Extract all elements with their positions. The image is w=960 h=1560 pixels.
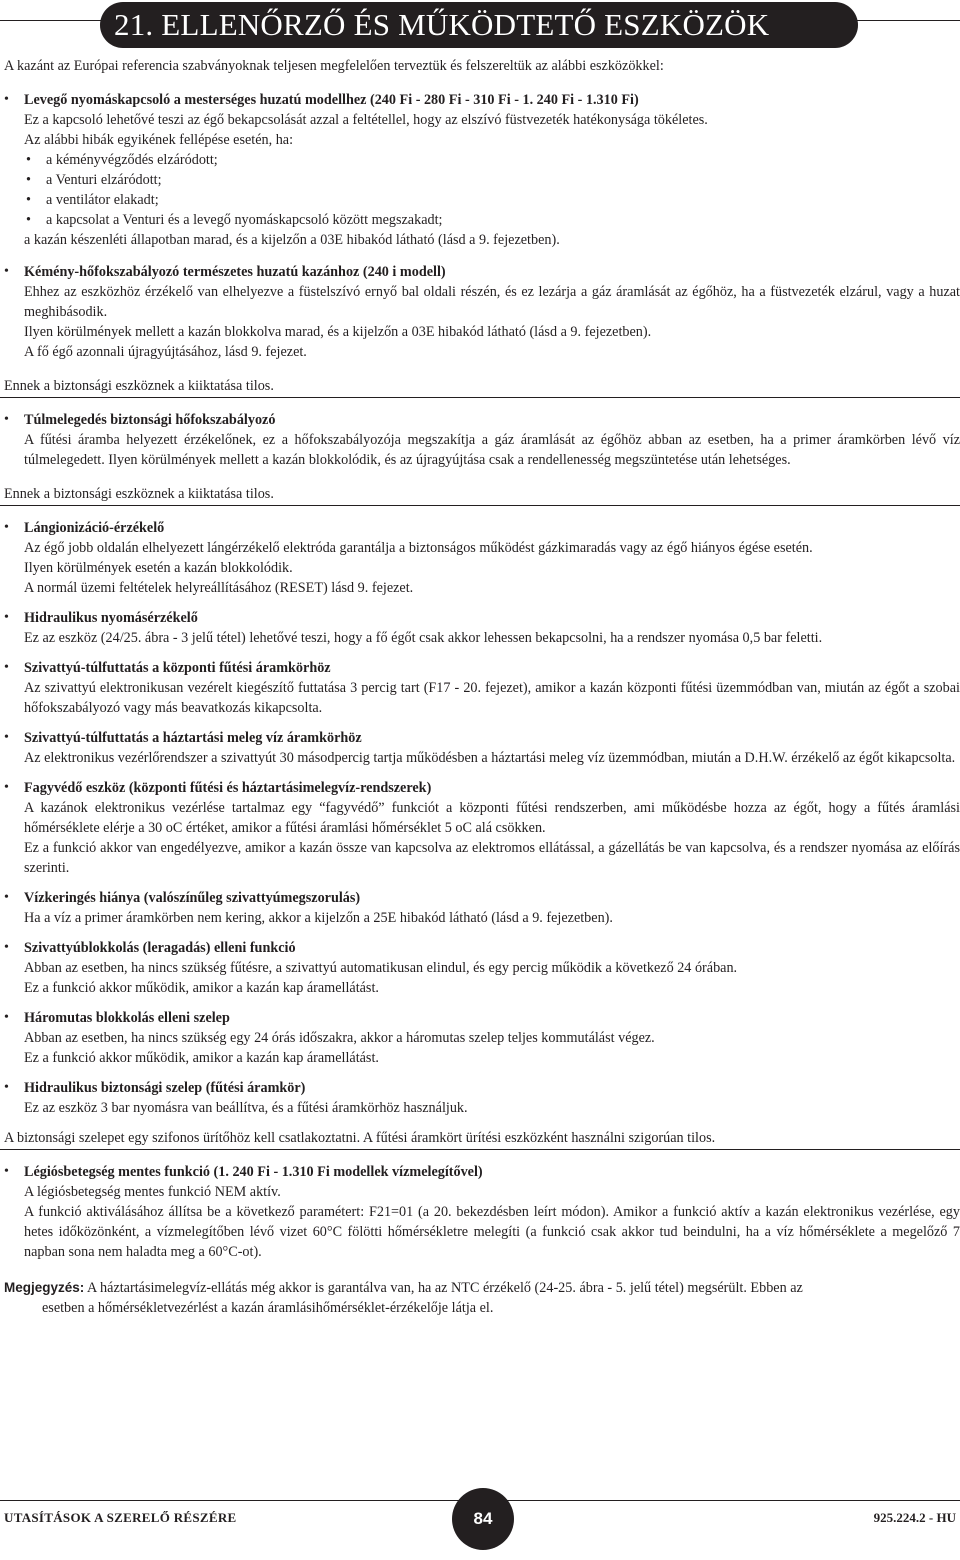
list-item: [0, 728, 960, 768]
item-text: Ez az eszköz (24/25. ábra - 3 jelű tétel) lehetővé teszi, hogy a fő égőt csak akkor lehessen bekapcsolni, ha a rendszer nyomása 0,5 bar feletti.: [24, 630, 823, 646]
bullet-icon: •: [4, 660, 9, 675]
item-heading: Szivattyú-túlfuttatás a háztartási meleg víz áramkörhöz: [24, 730, 362, 746]
item-heading: Fagyvédő eszköz (központi fűtési és háztartásimelegvíz-rendszerek): [24, 780, 432, 796]
sub-list-item: • a kéményvégződés elzáródott;: [26, 152, 218, 168]
item-text: Ez a funkció akkor működik, amikor a kazán kap áramellátást.: [24, 980, 379, 996]
item-text: A légiósbetegség mentes funkció NEM aktív.: [24, 1184, 281, 1200]
item-text: A normál üzemi feltételek helyreállításához (RESET) lásd 9. fejezet.: [24, 580, 414, 596]
item-heading: Kémény-hőfokszabályozó természetes huzatú kazánhoz (240 i modell): [24, 264, 446, 280]
note-block: [4, 1278, 960, 1318]
list-item: [0, 938, 960, 998]
item-heading: Lángionizáció-érzékelő: [24, 520, 165, 536]
item-heading: Hidraulikus nyomásérzékelő: [24, 610, 198, 626]
item-text: Az égő jobb oldalán elhelyezett lángérzékelő elektróda garantálja a biztonságos működést gázkimaradás vagy az égő hiányos égése esetén.: [24, 540, 813, 556]
item-heading: Szivattyú-túlfuttatás a központi fűtési áramkörhöz: [24, 660, 331, 676]
item-text: Ez az eszköz 3 bar nyomásra van beállítva, és a fűtési áramkörhöz használjuk.: [24, 1100, 468, 1116]
item-text: Ilyen körülmények esetén a kazán blokkolódik.: [24, 560, 293, 576]
item-heading: Túlmelegedés biztonsági hőfokszabályozó: [24, 412, 276, 428]
item-text: Az elektronikus vezérlőrendszer a szivattyút 30 másodpercig tartja működésben a háztartási meleg víz üzemmódban, miután a D.H.W. érzékelő az égőt kikapcsolta.: [24, 750, 956, 766]
list-item: [0, 1078, 960, 1118]
item-text: Ehhez az eszközhöz érzékelő van elhelyezve a füstelszívó ernyő bal oldali részén, és ez lezárja a gáz áramlását az égőhöz, ha a füstvezeték elzárul, vagy a huzat meghibásodik.: [24, 284, 960, 320]
sub-list-item: • a kapcsolat a Venturi és a levegő nyomáskapcsoló között megszakadt;: [26, 212, 443, 228]
bullet-icon: •: [26, 152, 31, 168]
note-text: esetben a hőmérsékletvezérlést a kazán áramlásihőmérséklet-érzékelője látja el.: [42, 1300, 494, 1316]
divider: [0, 397, 960, 398]
bullet-icon: •: [4, 1164, 9, 1179]
item-text: Ez a funkció akkor működik, amikor a kazán kap áramellátást.: [24, 1050, 379, 1066]
item-text: Abban az esetben, ha nincs szükség fűtésre, a szivattyú automatikusan elindul, és egy percig működik a következő 24 órában.: [24, 960, 738, 976]
list-item: [0, 262, 960, 362]
item-text: A funkció aktiválásához állítsa be a következő paramétert: F21=01 (a 20. bekezdésben leírt módon). Amikor a funkció aktív a kazán elektronikus vezérlése, egy hetes időközönként, a vízmelegítőben lévő vizet 60°C fölötti hőmérsékletre melegíti (a funkció csak akkor tud beindulni, ha a víz hőmérséklete a megelőző 7 napban sona nem haladta meg a 60°C-ot).: [24, 1204, 960, 1260]
list-item: [0, 90, 960, 250]
bullet-icon: •: [4, 730, 9, 745]
footer-title: UTASÍTÁSOK A SZERELŐ RÉSZÉRE: [4, 1510, 237, 1525]
bullet-icon: •: [4, 780, 9, 795]
bullet-icon: •: [4, 92, 9, 107]
item-heading: Levegő nyomáskapcsoló a mesterséges huzatú modellhez (240 Fi - 280 Fi - 310 Fi - 1. 240 Fi - 1.310 Fi): [24, 92, 639, 108]
safety-note: Ennek a biztonsági eszköznek a kiiktatása tilos.: [4, 486, 274, 502]
item-heading: Vízkeringés hiánya (valószínűleg szivattyúmegszorulás): [24, 890, 361, 906]
sub-list: [24, 150, 960, 230]
list-item: [0, 608, 960, 648]
bullet-icon: •: [4, 264, 9, 279]
bullet-icon: •: [4, 520, 9, 535]
document-code: 925.224.2 - HU: [873, 1510, 956, 1525]
bullet-icon: •: [26, 192, 31, 208]
sub-list-item: • a Venturi elzáródott;: [26, 172, 162, 188]
list-item: [0, 1008, 960, 1068]
intro-text: A kazánt az Európai referencia szabványoknak teljesen megfelelően terveztük és felszereltük az alábbi eszközökkel:: [4, 58, 664, 74]
list-item: [0, 888, 960, 928]
item-heading: Hidraulikus biztonsági szelep (fűtési áramkör): [24, 1080, 306, 1096]
item-text: A fűtési áramba helyezett érzékelőnek, ez a hőfokszabályozója megszakítja a gáz áramlását az égőhöz abban az esetben, ha a primer áramkörben lévő víz túlmelegedett. Ilyen körülmények mellett a kazán blokkolódik, és az újragyújtása csak a rendellenesség megszüntetése után lehetséges.: [24, 432, 960, 468]
item-text: A fő égő azonnali újragyújtásához, lásd 9. fejezet.: [24, 344, 307, 360]
item-text: A kazánok elektronikus vezérlése tartalmaz egy “fagyvédő” funkciót a központi fűtési rendszerben, ami működésbe hozza az égőt, hogy a fűtés áramlási hőmérséklete elérje a 30 oC értéket, amikor a fűtési áramlási hőmérséklet 5 oC alá csökken.: [24, 800, 960, 836]
list-item: [0, 410, 960, 470]
valve-note: A biztonsági szelepet egy szifonos ürítőhöz kell csatlakoztatni. A fűtési áramkört ürítési eszközként használni szigorúan tilos.: [4, 1130, 716, 1146]
note-text: A háztartásimelegvíz-ellátás még akkor is garantálva van, ha az NTC érzékelő (24-25. ábra - 5. jelű tétel) megsérült. Ebben az: [87, 1280, 803, 1296]
divider: [0, 505, 960, 506]
item-text: Ez a kapcsoló lehetővé teszi az égő bekapcsolását azzal a feltétellel, hogy az elszívó füstvezeték hatékonysága tökéletes.: [24, 112, 708, 128]
bullet-icon: •: [4, 940, 9, 955]
page-title: 21. ELLENŐRZŐ ÉS MŰKÖDTETŐ ESZKÖZÖK: [100, 2, 858, 48]
item-heading: Légiósbetegség mentes funkció (1. 240 Fi - 1.310 Fi modellek vízmelegítővel): [24, 1164, 483, 1180]
page-number: 84: [452, 1488, 514, 1550]
list-item: [0, 658, 960, 718]
item-text: a kazán készenléti állapotban marad, és a kijelzőn a 03E hibakód látható (lásd a 9. fejezetben).: [24, 232, 560, 248]
bullet-icon: •: [4, 890, 9, 905]
item-heading: Háromutas blokkolás elleni szelep: [24, 1010, 230, 1026]
item-text: Az szivattyú elektronikusan vezérelt kiegészítő futtatása 3 percig tart (F17 - 20. fejezet), amikor a kazán központi fűtési üzemmódban van, miután az égőt a szobai hőfokszabályozó vagy más beavatkozás kikapcsolta.: [24, 680, 960, 716]
list-item: [0, 1162, 960, 1262]
divider: [0, 1149, 960, 1150]
bullet-icon: •: [4, 610, 9, 625]
bullet-icon: •: [4, 1010, 9, 1025]
list-item: [0, 518, 960, 598]
note-label: Megjegyzés:: [4, 1280, 85, 1295]
document-body: [0, 56, 960, 1318]
item-text: Az alábbi hibák egyikének fellépése esetén, ha:: [24, 132, 294, 148]
list-item: [0, 778, 960, 878]
safety-note: Ennek a biztonsági eszköznek a kiiktatása tilos.: [4, 378, 274, 394]
item-text: Abban az esetben, ha nincs szükség egy 24 órás időszakra, akkor a háromutas szelep teljes kommutálást végez.: [24, 1030, 655, 1046]
item-text: Ez a funkció akkor van engedélyezve, amikor a kazán össze van kapcsolva az elektromos ellátással, a gázellátás be van kapcsolva, és a rendszer nyomása az előírás szerinti.: [24, 840, 960, 876]
bullet-icon: •: [4, 412, 9, 427]
item-text: Ilyen körülmények mellett a kazán blokkolva marad, és a kijelzőn a 03E hibakód látható (lásd a 9. fejezetben).: [24, 324, 652, 340]
sub-list-item: • a ventilátor elakadt;: [26, 192, 159, 208]
item-text: Ha a víz a primer áramkörben nem kering, akkor a kijelzőn a 25E hibakód látható (lásd a 9. fejezetben).: [24, 910, 613, 926]
bullet-icon: •: [4, 1080, 9, 1095]
item-heading: Szivattyúblokkolás (leragadás) elleni funkció: [24, 940, 296, 956]
bullet-icon: •: [26, 212, 31, 228]
bullet-icon: •: [26, 172, 31, 188]
